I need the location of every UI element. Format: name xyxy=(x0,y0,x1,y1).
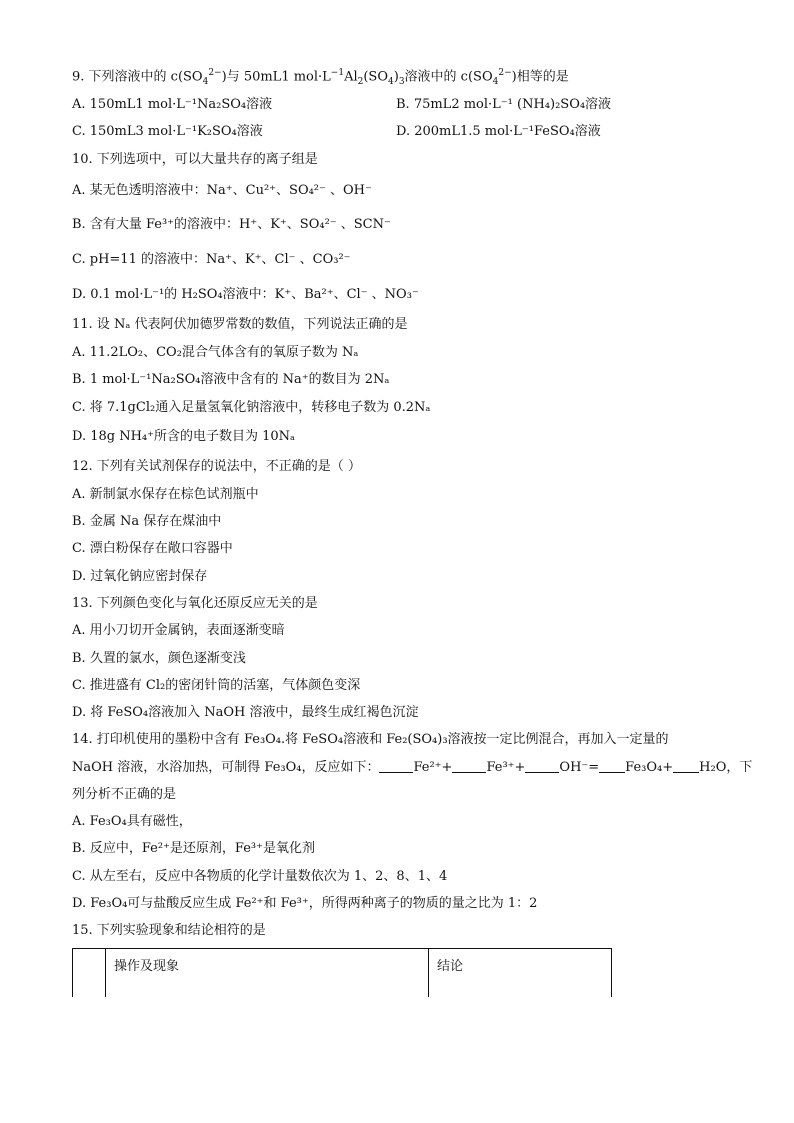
q13-option-d: D. 将 FeSO₄溶液加入 NaOH 溶液中，最终生成红褐色沉淀 xyxy=(72,705,419,720)
q9-stem-part3: Al xyxy=(344,69,358,85)
q14-option-c: C. 从左至右，反应中各物质的化学计量数依次为 1、2、8、1、4 xyxy=(72,869,448,884)
q14-term-oh: OH⁻= xyxy=(559,760,600,775)
coefficient-blank-4[interactable] xyxy=(599,759,625,773)
q9-exp: −1 xyxy=(330,68,345,78)
q10-stem: 10. 下列选项中，可以大量共存的离子组是 xyxy=(72,152,318,167)
q14-stem-line2 xyxy=(72,759,752,777)
q14-option-a: A. Fe₃O₄具有磁性， xyxy=(72,814,192,829)
q14-term-fe3: Fe³⁺+ xyxy=(486,760,526,775)
q9-stem-part7: )相等的是 xyxy=(511,69,569,85)
q9-stem-part4: (SO xyxy=(363,69,388,85)
coefficient-blank-1[interactable] xyxy=(379,759,413,773)
q12-option-d: D. 过氧化钠应密封保存 xyxy=(72,569,208,584)
q12-option-c: C. 漂白粉保存在敞口容器中 xyxy=(72,541,233,556)
q12-stem: 12. 下列有关试剂保存的说法中，不正确的是（ ） xyxy=(72,459,361,474)
q9-stem-part6: 溶液中的 c(SO xyxy=(404,69,493,85)
q12-option-b: B. 金属 Na 保存在煤油中 xyxy=(72,514,222,529)
coefficient-blank-2[interactable] xyxy=(452,759,486,773)
q14-term-fe3o4: Fe₃O₄+ xyxy=(625,760,674,775)
q11-option-d: D. 18g NH₄⁺所含的电子数目为 10Nₐ xyxy=(72,429,296,444)
q11-option-c: C. 将 7.1gCl₂通入足量氢氧化钠溶液中，转移电子数为 0.2Nₐ xyxy=(72,400,431,415)
q13-option-b: B. 久置的氯水，颜色逐渐变浅 xyxy=(72,651,246,666)
q11-stem: 11. 设 Nₐ 代表阿伏加德罗常数的数值，下列说法正确的是 xyxy=(72,317,408,332)
q11-option-b: B. 1 mol·L⁻¹Na₂SO₄溶液中含有的 Na⁺的数目为 2Nₐ xyxy=(72,372,390,387)
q14-option-b: B. 反应中，Fe²⁺是还原剂，Fe³⁺是氧化剂 xyxy=(72,841,315,856)
q9-stem-part2: )与 50mL1 mol·L xyxy=(221,69,331,85)
q9-option-b: B. 75mL2 mol·L⁻¹ (NH₄)₂SO₄溶液 xyxy=(396,97,612,112)
q14-term-h2o: H₂O，下 xyxy=(699,760,753,775)
q13-option-c: C. 推进盛有 Cl₂的密闭针筒的活塞，气体颜色变深 xyxy=(72,678,361,693)
coefficient-blank-5[interactable] xyxy=(673,759,699,773)
q13-option-a: A. 用小刀切开金属钠，表面逐渐变暗 xyxy=(72,623,285,638)
q10-option-a: A. 某无色透明溶液中：Na⁺、Cu²⁺、SO₄²⁻ 、OH⁻ xyxy=(72,183,372,198)
q14-stem-line1: 14. 打印机使用的墨粉中含有 Fe₃O₄.将 FeSO₄溶液和 Fe₂(SO₄)₃溶液按一定比例混合，再加入一定量的 xyxy=(72,732,669,747)
q9-stem: 9. 下列溶液中的 $c(SO_4^{2-})$与 50mL1 $mol\cdot L^{-1}Al_2(SO_4)_3$溶液中的 $c(SO_4^{2-})$相等的是 xyxy=(72,64,569,91)
q14-stem2-text: NaOH 溶液，水浴加热，可制得 Fe₃O₄，反应如下： xyxy=(72,760,380,775)
q9-option-c: C. 150mL3 mol·L⁻¹K₂SO₄溶液 xyxy=(72,124,263,139)
q13-stem: 13. 下列颜色变化与氧化还原反应无关的是 xyxy=(72,596,318,611)
q9-option-a: A. 150mL1 mol·L⁻¹Na₂SO₄溶液 xyxy=(72,97,273,112)
q10-option-c: C. pH=11 的溶液中：Na⁺、K⁺、Cl⁻ 、CO₃²⁻ xyxy=(72,252,351,267)
q10-option-b: B. 含有大量 Fe³⁺的溶液中：H⁺、K⁺、SO₄²⁻ 、SCN⁻ xyxy=(72,217,391,232)
q9-stem-part5: ) xyxy=(393,69,399,85)
q10-option-d: D. 0.1 mol·L⁻¹的 H₂SO₄溶液中：K⁺、Ba²⁺、Cl⁻ 、NO₃⁻ xyxy=(72,287,419,302)
q14-option-d: D. Fe₃O₄可与盐酸反应生成 Fe²⁺和 Fe³⁺，所得两种离子的物质的量之比为 1：2 xyxy=(72,896,538,911)
sulfate-ion-1: $_4^{2-}$ xyxy=(202,68,222,87)
q14-stem-line3: 列分析不正确的是 xyxy=(72,787,177,802)
table-header-operation: 操作及现象 xyxy=(106,949,429,998)
q9-stem-part1: 9. 下列溶液中的 c(SO xyxy=(72,69,203,85)
table-header-conclusion: 结论 xyxy=(429,949,612,998)
sulfate-ion-2: $_4^{2-}$ xyxy=(492,68,512,87)
q14-term-fe2: Fe²⁺+ xyxy=(413,760,453,775)
coefficient-blank-3[interactable] xyxy=(525,759,559,773)
q11-option-a: A. 11.2LO₂、CO₂混合气体含有的氧原子数为 Nₐ xyxy=(72,345,359,360)
q15-stem: 15. 下列实验现象和结论相符的是 xyxy=(72,923,266,938)
q9-option-d: D. 200mL1.5 mol·L⁻¹FeSO₄溶液 xyxy=(396,124,601,139)
table-cell-index xyxy=(73,949,106,998)
q12-option-a: A. 新制氯水保存在棕色试剂瓶中 xyxy=(72,487,259,502)
table-header-row xyxy=(73,949,612,998)
q15-table xyxy=(72,948,612,997)
